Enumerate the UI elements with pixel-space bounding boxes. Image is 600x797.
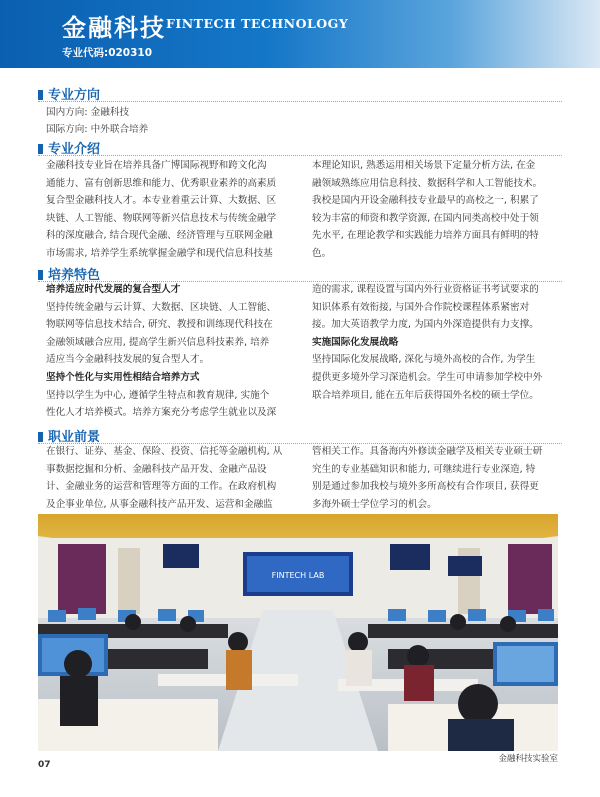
text-line: 坚持以学生为中心, 遵循学生特点和教育规律, 实施个 xyxy=(46,389,270,401)
text-line: 复合型金融科技人才。本专业着重云计算、大数据、区 xyxy=(46,195,277,207)
text-line: 融领域熟练应用信息科技、数据科学和人工智能技术。 xyxy=(312,177,543,189)
text-line: 管相关工作。具备海内外修读金融学及相关专业硕士研 xyxy=(312,446,543,457)
text-line: 事数据挖掘和分析、金融科技产品开发、金融产品设 xyxy=(46,463,267,475)
section-bullet-icon xyxy=(38,144,43,154)
section-bullet-icon xyxy=(38,270,43,280)
lab-screen-text: FINTECH LAB xyxy=(271,571,325,580)
page-title-english: FINTECH TECHNOLOGY xyxy=(166,16,349,31)
intro-text-right xyxy=(312,157,562,263)
career-text-left xyxy=(46,443,302,513)
text-line: 我校是国内开设金融科技专业最早的高校之一, 积累了 xyxy=(312,195,539,207)
lab-photo xyxy=(38,514,558,751)
page-number: 07 xyxy=(38,760,51,770)
text-line: 适应当今金融科技发展的复合型人才。 xyxy=(46,354,210,366)
text-line: 接。加大英语教学力度, 为国内外深造提供有力支撑。 xyxy=(312,319,539,331)
intro-text-left xyxy=(46,157,302,263)
section-divider xyxy=(38,155,562,156)
features-text-right xyxy=(312,281,562,404)
photo-caption: 金融科技实验室 xyxy=(498,754,558,764)
page-title: 金融科技 xyxy=(62,14,166,42)
text-line: 科的深度融合, 结合现代金融、经济管理与互联网金融 xyxy=(46,230,273,242)
text-line: 多海外硕士学位学习的机会。 xyxy=(312,498,437,510)
text-line: 本理论知识, 熟悉运用相关场景下定量分析方法, 在金 xyxy=(312,160,536,171)
direction-international: 国际方向: 中外联合培养 xyxy=(46,124,149,135)
text-line: 坚持国际化发展战略, 深化与境外高校的合作, 为学生 xyxy=(312,354,536,366)
text-line: 金融领域融合应用, 提高学生新兴信息科技素养, 培养 xyxy=(46,336,270,348)
section-bullet-icon xyxy=(38,90,43,100)
section-divider xyxy=(38,101,562,102)
section-heading-direction: 专业方向 xyxy=(38,84,100,103)
text-line: 性化人才培养模式。培养方案充分考虑学生就业以及深 xyxy=(46,407,277,419)
section-bullet-icon xyxy=(38,432,43,442)
text-line: 色。 xyxy=(312,247,332,259)
section-heading-features: 培养特色 xyxy=(38,264,100,283)
text-line: 知识体系有效衔接, 与国外合作院校课程体系紧密对 xyxy=(312,301,530,313)
direction-domestic: 国内方向: 金融科技 xyxy=(46,107,130,118)
text-line: 物联网等信息技术结合, 研究、教授和训练现代科技在 xyxy=(46,319,273,331)
career-text-right xyxy=(312,443,562,513)
text-line: 市场需求, 培养学生系统掌握金融学和现代信息科技基 xyxy=(46,247,273,259)
text-line: 块链、人工智能、物联网等新兴信息技术与传统金融学 xyxy=(46,212,277,224)
text-line: 通能力、富有创新思维和能力、优秀职业素养的高素质 xyxy=(46,177,277,189)
section-heading-intro: 专业介绍 xyxy=(38,138,100,157)
text-line: 联合培养项目, 能在五年后获得国外名校的硕士学位。 xyxy=(312,389,539,401)
text-line: 究生的专业基础知识和能力, 可继续进行专业深造, 特 xyxy=(312,463,536,475)
subheading-line: 实施国际化发展战略 xyxy=(312,336,399,348)
text-line: 金融科技专业旨在培养具备广博国际视野和跨文化沟 xyxy=(46,160,267,171)
text-line: 提供更多境外学习深造机会。学生可申请参加学校中外 xyxy=(312,371,543,383)
features-text-left xyxy=(46,281,302,422)
text-line: 造的需求, 课程设置与国内外行业资格证书考试要求的 xyxy=(312,284,539,295)
text-line: 在银行、证券、基金、保险、投资、信托等金融机构, 从 xyxy=(46,446,283,457)
text-line: 较为丰富的师资和教学资源, 在国内同类高校中处于领 xyxy=(312,212,539,224)
subheading-line: 坚持个性化与实用性相结合培养方式 xyxy=(46,371,200,383)
page-header xyxy=(0,0,600,68)
text-line: 别是通过参加我校与境外多所高校有合作项目, 获得更 xyxy=(312,481,539,493)
lab-photo-illustration xyxy=(38,514,558,751)
text-line: 先水平, 在理论教学和实践能力培养方面具有鲜明的特 xyxy=(312,230,539,242)
text-line: 及企事业单位, 从事金融科技产品开发、运营和金融监 xyxy=(46,498,273,510)
major-code: 专业代码:020310 xyxy=(62,47,153,59)
text-line: 坚持传统金融与云计算、大数据、区块链、人工智能、 xyxy=(46,301,277,313)
text-line: 计、金融业务的运营和管理等方面的工作。在政府机构 xyxy=(46,481,277,493)
subheading-line: 培养适应时代发展的复合型人才 xyxy=(46,284,181,295)
section-heading-career: 职业前景 xyxy=(38,426,100,445)
